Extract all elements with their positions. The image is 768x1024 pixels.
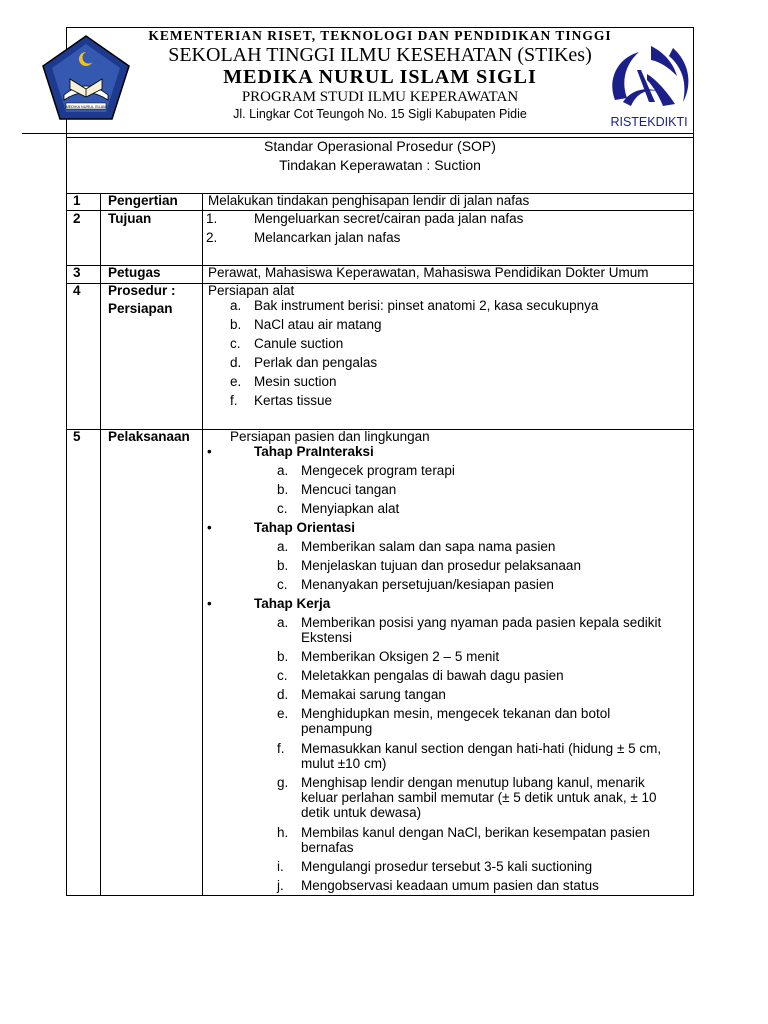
list-item: Canule suction [254, 336, 344, 351]
list-marker: 1. [206, 211, 218, 226]
logo-left-caption: MEDIKA NURUL ISLAM [65, 105, 107, 109]
list-marker: e. [230, 374, 242, 389]
list-item-continued: mulut ±10 cm) [301, 756, 387, 771]
list-item: Meletakkan pengalas di bawah dagu pasien [301, 668, 564, 683]
list-item: Mengulangi prosedur tersebut 3-5 kali suctioning [301, 859, 593, 874]
row-5-number: 5 [73, 429, 81, 444]
list-marker: g. [277, 775, 289, 790]
list-item: Kertas tissue [254, 393, 333, 408]
list-marker: a. [277, 463, 289, 478]
list-marker: d. [230, 355, 242, 370]
list-item: Bak instrument berisi: pinset anatomi 2, kasa secukupnya [254, 298, 599, 313]
list-marker: b. [277, 649, 289, 664]
list-marker: j. [277, 878, 284, 893]
list-marker: a. [277, 615, 289, 630]
list-marker: i. [277, 859, 284, 874]
list-item: Mengeluarkan secret/cairan pada jalan nafas [254, 211, 524, 226]
stage-heading-orientasi: Tahap Orientasi [254, 520, 356, 535]
bullet: • [207, 444, 212, 459]
row-4-intro: Persiapan alat [208, 283, 295, 298]
list-item: Menyiapkan alat [301, 501, 400, 516]
list-item-continued: bernafas [301, 840, 354, 855]
list-item: Melancarkan jalan nafas [254, 230, 401, 245]
stage-heading-prainteraksi: Tahap PraInteraksi [254, 444, 374, 459]
row-5-label: Pelaksanaan [108, 429, 190, 444]
logo-right-caption: RISTEKDIKTI [610, 115, 688, 129]
row-1-content: Melakukan tindakan penghisapan lendir di jalan nafas [208, 193, 530, 208]
list-item: Perlak dan pengalas [254, 355, 378, 370]
list-marker: c. [277, 668, 288, 683]
school-name: MEDIKA NURUL ISLAM SIGLI [223, 66, 537, 88]
row-3-label: Petugas [108, 265, 161, 280]
list-marker: b. [277, 558, 289, 573]
list-marker: a. [277, 539, 289, 554]
header-divider [22, 133, 694, 134]
list-marker: b. [277, 482, 289, 497]
list-item-continued: Ekstensi [301, 630, 353, 645]
list-item-continued: detik untuk dewasa) [301, 805, 422, 820]
list-marker: f. [230, 393, 238, 408]
row-2-number: 2 [73, 211, 81, 226]
bullet: • [207, 596, 212, 611]
list-item: Membilas kanul dengan NaCl, berikan kesempatan pasien [301, 825, 650, 840]
list-item: Memberikan posisi yang nyaman pada pasien kepala sedikit [301, 615, 662, 630]
bullet: • [207, 520, 212, 535]
list-marker: 2. [206, 230, 218, 245]
school-type: SEKOLAH TINGGI ILMU KESEHATAN (STIKes) [168, 44, 592, 66]
list-marker: d. [277, 687, 289, 702]
list-marker: a. [230, 298, 242, 313]
row-3-content: Perawat, Mahasiswa Keperawatan, Mahasiswa Pendidikan Dokter Umum [208, 265, 649, 280]
sop-subtitle: Tindakan Keperawatan : Suction [279, 157, 481, 173]
list-item: Menjelaskan tujuan dan prosedur pelaksanaan [301, 558, 581, 573]
col-no-divider [100, 193, 101, 896]
ministry-name: KEMENTERIAN RISET, TEKNOLOGI DAN PENDIDIKAN TINGGI [148, 28, 612, 43]
col-label-divider [202, 193, 203, 896]
list-item: Menanyakan persetujuan/kesiapan pasien [301, 577, 554, 592]
list-item: Mengecek program terapi [301, 463, 455, 478]
row-4-number: 4 [73, 283, 81, 298]
row-2-label: Tujuan [108, 211, 152, 226]
list-item: Menghidupkan mesin, mengecek tekanan dan botol [301, 706, 611, 721]
row-1-label: Pengertian [108, 193, 178, 208]
list-marker: c. [277, 501, 288, 516]
list-item: Menghisap lendir dengan menutup lubang kanul, menarik [301, 775, 645, 790]
row-3-number: 3 [73, 265, 81, 280]
list-item: Mencuci tangan [301, 482, 397, 497]
list-marker: f. [277, 741, 285, 756]
list-marker: e. [277, 706, 289, 721]
list-marker: h. [277, 825, 289, 840]
study-program: PROGRAM STUDI ILMU KEPERAWATAN [241, 89, 519, 105]
list-item: Mesin suction [254, 374, 337, 389]
school-address: Jl. Lingkar Cot Teungoh No. 15 Sigli Kabupaten Pidie [233, 107, 527, 121]
list-item: Memberikan Oksigen 2 – 5 menit [301, 649, 500, 664]
row-4-label: Prosedur : [108, 283, 176, 298]
list-item-continued: keluar perlahan sambil memutar (± 5 detik untuk anak, ± 10 [301, 790, 657, 805]
list-marker: c. [277, 577, 288, 592]
row-1-number: 1 [73, 193, 81, 208]
list-item: Memakai sarung tangan [301, 687, 446, 702]
list-marker: b. [230, 317, 242, 332]
list-item: NaCl atau air matang [254, 317, 382, 332]
list-item: Memasukkan kanul section dengan hati-hati (hidung ± 5 cm, [301, 741, 662, 756]
sop-title: Standar Operasional Prosedur (SOP) [264, 138, 496, 154]
row-4-label-sub: Persiapan [108, 301, 173, 316]
stage-heading-kerja: Tahap Kerja [254, 596, 331, 611]
list-marker: c. [230, 336, 241, 351]
list-item: Mengobservasi keadaan umum pasien dan status [301, 878, 599, 893]
list-item: Memberikan salam dan sapa nama pasien [301, 539, 556, 554]
list-item-continued: penampung [301, 721, 373, 736]
row-5-intro: Persiapan pasien dan lingkungan [230, 429, 430, 444]
